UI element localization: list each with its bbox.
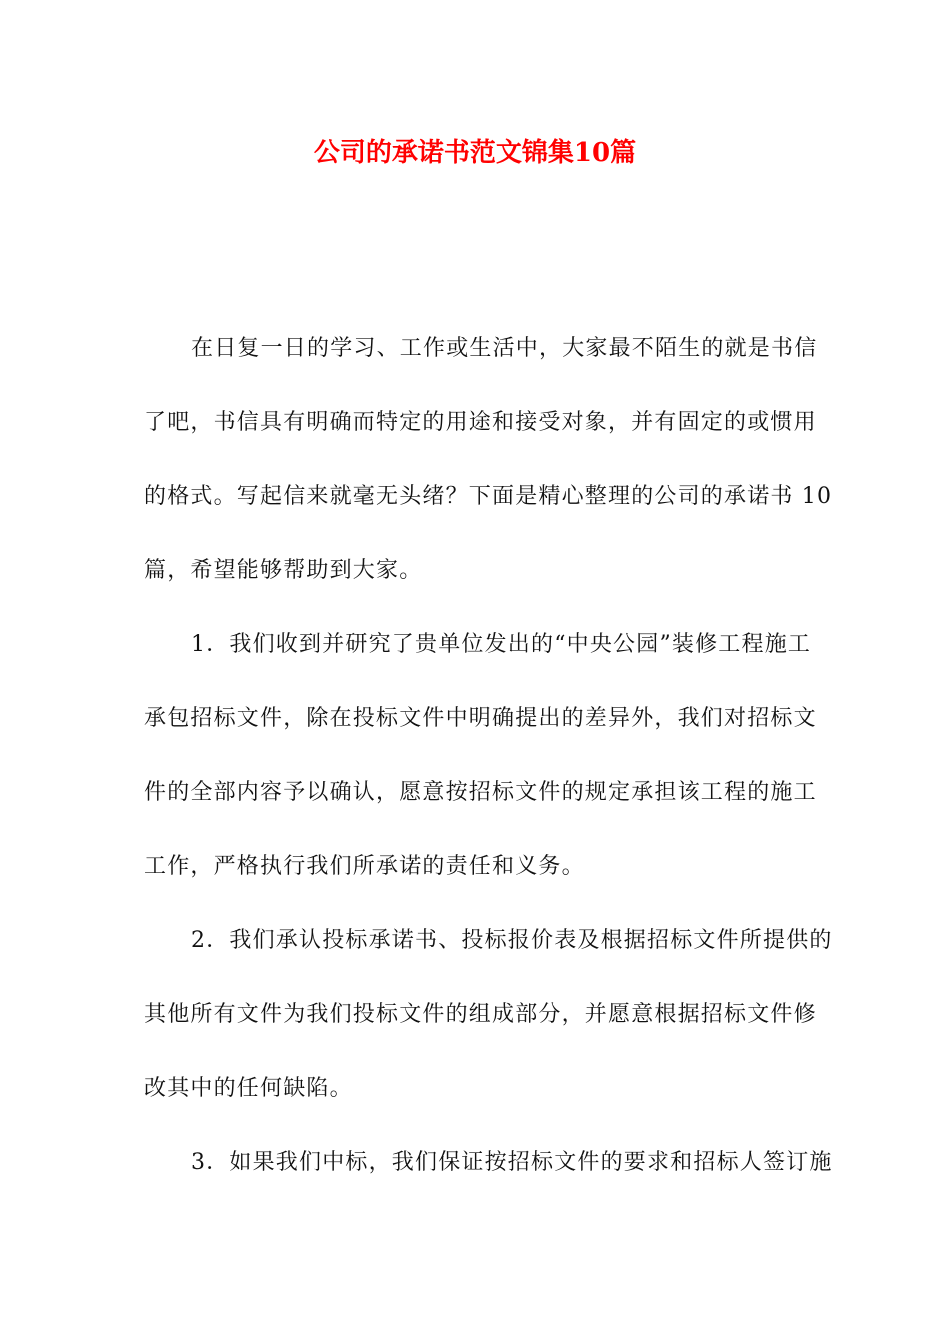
paragraph-line: 其他所有文件为我们投标文件的组成部分，并愿意根据招标文件修	[144, 1002, 817, 1027]
paragraph-intro	[144, 312, 833, 608]
document-title: 公司的承诺书范文锦集10篇	[313, 138, 637, 168]
paragraph-line: 的格式。写起信来就毫无头绪？下面是精心整理的公司的承诺书 10	[144, 484, 833, 509]
document-body	[144, 312, 833, 1200]
paragraph-line: 了吧，书信具有明确而特定的用途和接受对象，并有固定的或惯用	[144, 410, 817, 435]
paragraph-line: 2．我们承认投标承诺书、投标报价表及根据招标文件所提供的	[191, 928, 833, 953]
paragraph-item-1	[144, 608, 817, 904]
paragraph-line: 篇，希望能够帮助到大家。	[144, 558, 423, 583]
paragraph-line: 3．如果我们中标，我们保证按招标文件的要求和招标人签订施	[191, 1150, 833, 1175]
paragraph-line: 在日复一日的学习、工作或生活中，大家最不陌生的就是书信	[191, 336, 818, 361]
paragraph-item-2	[144, 904, 833, 1126]
paragraph-line: 件的全部内容予以确认，愿意按招标文件的规定承担该工程的施工	[144, 780, 817, 805]
paragraph-line: 改其中的任何缺陷。	[144, 1076, 353, 1101]
paragraph-line: 承包招标文件，除在投标文件中明确提出的差异外，我们对招标文	[144, 706, 817, 731]
paragraph-line: 1．我们收到并研究了贵单位发出的“中央公园”装修工程施工	[191, 632, 812, 657]
paragraph-line: 工作，严格执行我们所承诺的责任和义务。	[144, 854, 585, 879]
paragraph-item-3	[144, 1126, 833, 1200]
